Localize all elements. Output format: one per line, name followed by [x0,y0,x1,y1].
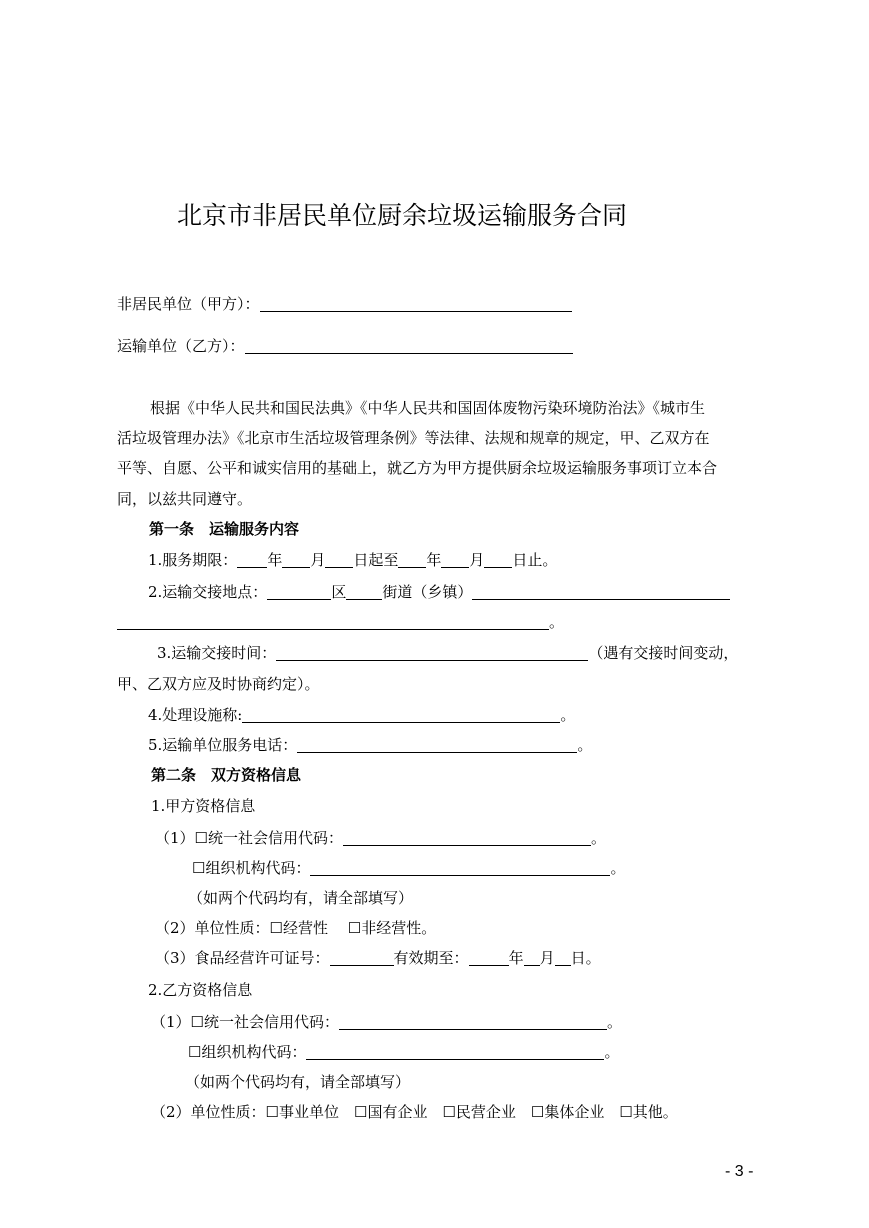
party-a-credit-row [155,828,606,848]
term-label: 1.服务期限： [148,551,238,569]
intro-line-4: 同，以兹共同遵守。 [117,490,253,508]
document-title: 北京市非居民单位厨余垃圾运输服务合同 [177,201,628,230]
day-end-text: 日止。 [512,551,558,569]
handover-place-row-2 [117,612,564,632]
year-text: 年 [508,949,524,967]
start-month-blank[interactable] [282,551,310,568]
time-note: （遇有交接时间变动， [588,644,739,662]
end-month-blank[interactable] [441,551,469,568]
intro-line-2: 活垃圾管理办法》《北京市生活垃圾管理条例》等法律、法规和规章的规定，甲、乙双方在 [117,429,710,447]
phone-label: 5.运输单位服务电话： [148,736,298,754]
article1-heading: 第一条 运输服务内容 [149,520,300,538]
time-blank[interactable] [276,644,588,661]
a-credit-blank[interactable] [343,829,591,846]
facility-blank[interactable] [242,706,560,723]
party-b-credit-row [151,1012,622,1032]
party-a-org-row [192,858,625,878]
party-b-label: 运输单位（乙方）： [117,337,245,355]
period-text: 。 [607,1013,623,1031]
b-org-blank[interactable] [306,1043,604,1060]
address-blank-2[interactable] [117,613,549,630]
facility-row [148,705,575,725]
article2-heading: 第二条 双方资格信息 [151,766,302,784]
party-b-note: （如两个代码均有，请全部填写） [185,1073,411,1091]
party-b-row [117,336,573,356]
street-text: 街道（乡镇） [382,583,473,601]
party-a-nature: （2）单位性质：☐经营性 ☐非经营性。 [155,919,437,937]
a-org-blank[interactable] [310,859,610,876]
party-b-info: 2.乙方资格信息 [148,981,253,999]
handover-place-row [148,582,730,602]
period-text: 。 [604,1043,620,1061]
address-blank[interactable] [472,583,730,600]
a-credit-label: （1）☐统一社会信用代码： [155,829,343,847]
day-text: 日。 [570,949,601,967]
month-text: 月 [310,551,326,569]
b-credit-blank[interactable] [339,1013,607,1030]
b-org-label: ☐组织机构代码： [188,1043,307,1061]
period-text: 。 [591,829,607,847]
street-blank[interactable] [346,583,382,600]
start-day-blank[interactable] [325,551,353,568]
b-credit-label: （1）☐统一社会信用代码： [151,1013,339,1031]
a-org-label: ☐组织机构代码： [192,859,311,877]
month-text: 月 [469,551,485,569]
period-text: 。 [610,859,626,877]
year-text: 年 [426,551,442,569]
intro-line-1: 根据《中华人民共和国民法典》《中华人民共和国固体废物污染环境防治法》《城市生 [150,399,706,417]
period-text: 。 [577,736,593,754]
party-a-row [117,294,572,314]
end-day-blank[interactable] [484,551,512,568]
start-year-blank[interactable] [237,551,267,568]
license-label: （3）食品经营许可证号： [155,949,330,967]
valid-until-label: 有效期至： [393,949,469,967]
party-a-note: （如两个代码均有，请全部填写） [188,889,414,907]
month-text: 月 [539,949,555,967]
place-label: 2.运输交接地点： [148,583,268,601]
district-text: 区 [331,583,347,601]
party-a-label: 非居民单位（甲方）： [117,295,260,313]
year-text: 年 [267,551,283,569]
party-a-license-row [155,948,601,968]
party-b-blank[interactable] [245,337,573,354]
party-b-nature: （2）单位性质：☐事业单位 ☐国有企业 ☐民营企业 ☐集体企业 ☐其他。 [151,1103,678,1121]
license-blank[interactable] [330,949,394,966]
party-b-org-row [188,1042,619,1062]
valid-month-blank[interactable] [524,949,540,966]
party-a-blank[interactable] [260,295,572,312]
valid-day-blank[interactable] [555,949,571,966]
valid-year-blank[interactable] [469,949,509,966]
end-year-blank[interactable] [398,551,426,568]
day-from-text: 日起至 [353,551,399,569]
facility-label: 4.处理设施称: [148,706,243,724]
service-term-row [148,550,557,570]
time-label: 3.运输交接时间： [157,644,277,662]
district-blank[interactable] [267,583,331,600]
handover-time-row [157,643,738,663]
phone-blank[interactable] [297,736,577,753]
period-text: 。 [549,613,565,631]
page-number: - 3 - [725,1163,754,1180]
time-note-2: 甲、乙双方应及时协商约定）。 [117,675,320,693]
party-a-info: 1.甲方资格信息 [151,797,256,815]
intro-line-3: 平等、自愿、公平和诚实信用的基础上，就乙方为甲方提供厨余垃圾运输服务事项订立本合 [117,459,718,477]
phone-row [148,735,592,755]
period-text: 。 [560,706,576,724]
